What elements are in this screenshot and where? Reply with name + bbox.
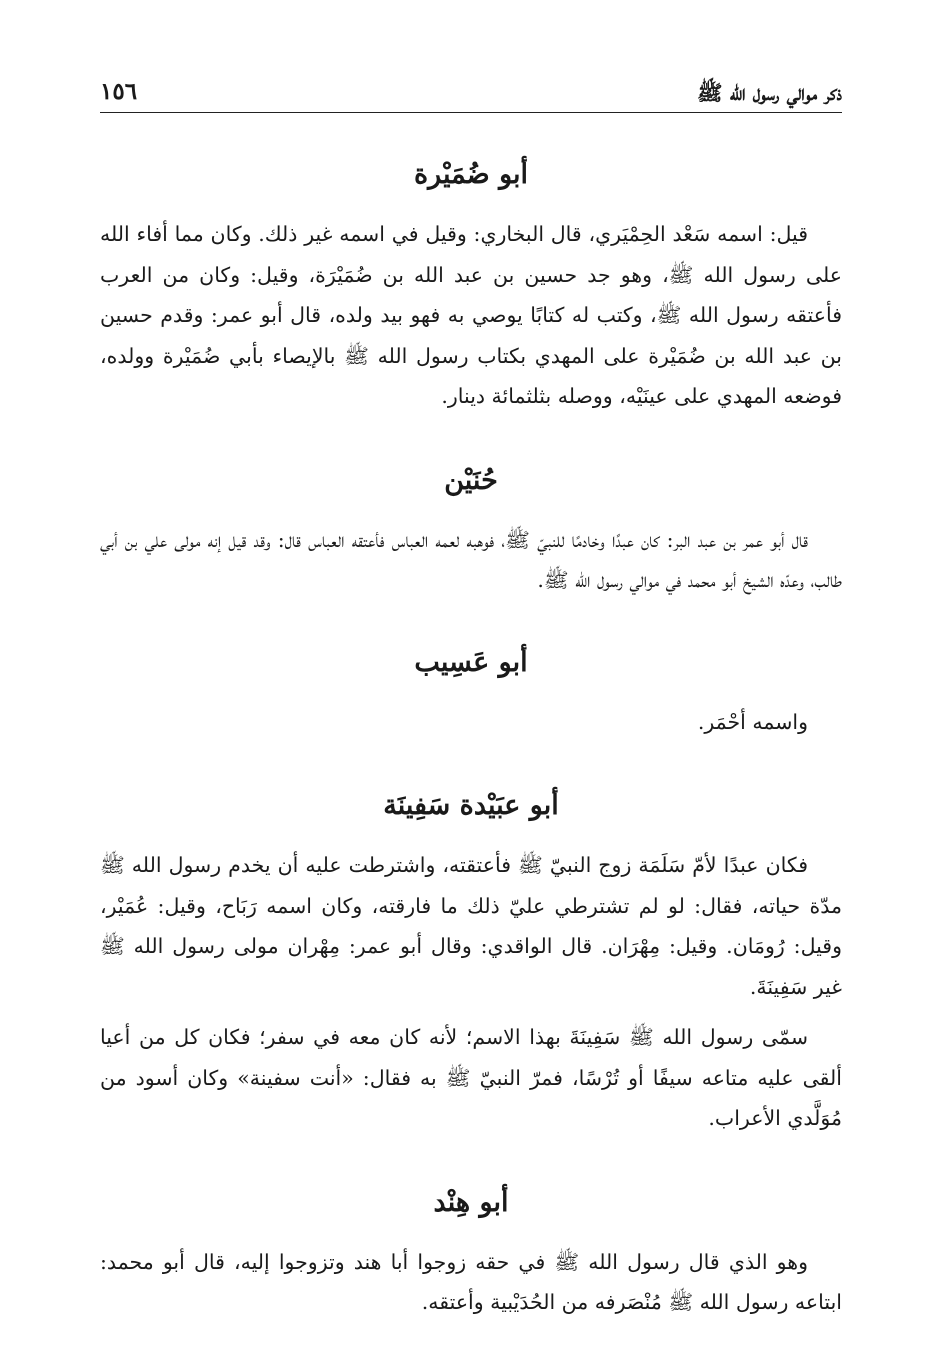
paragraph-safina-1: فكان عبدًا لأمّ سَلَمَة زوج النبيّ ﷺ فأعتقته، واشترطت عليه أن يخدم رسول الله ﷺ مدّة حياته، فقال: لو لم تشترطي عليّ ذلك ما فارقته، وكان اسمه رَبَاح، وقيل: عُمَيْر، وقيل: رُومَان. وقيل: مِهْرَان. قال الواقدي: وقال أبو عمر: مِهْران مولى رسول الله ﷺ غير سَفِينَةَ. bbox=[100, 853, 842, 999]
section-heading-abu-asib: أبو عَسِيب bbox=[414, 646, 528, 678]
paragraph-abu-hind: وهو الذي قال رسول الله ﷺ في حقه زوجوا أبا هند وتزوجوا إليه، قال أبو محمد: ابتاعه رسول الله ﷺ مُنْصَرفه من الحُدَيْبية وأعتقه. bbox=[100, 1249, 842, 1314]
section-heading-abu-ubayda-safina: أبو عبَيْدة سَفِينَة bbox=[383, 790, 559, 821]
page-number: ١٥٦ bbox=[100, 78, 138, 105]
section-heading-hunayn: حُنَيْن bbox=[444, 464, 498, 496]
paragraph-hunayn: قال أبو عمر بن عبد البر: كان عبدًا وخادمًا للنبيّ ﷺ، فوهبه لعمه العباس فأعتقه العباس قال: وقد قيل إنه مولى علي بن أبي طالب، وعدّه الشيخ أبو محمد في موالي رسول الله ﷺ. bbox=[100, 527, 842, 592]
paragraph-abu-asib: واسمه أحْمَر. bbox=[697, 709, 808, 734]
paragraph-safina-2: سمّى رسول الله ﷺ سَفِينَةَ بهذا الاسم؛ لأنه كان معه في سفر؛ فكان كل من أعيا ألقى عليه متاعه سيفًا أو تُرْسًا، فمرّ النبيّ ﷺ به فقال: «أنت سفينة» وكان أسود من مُوَلَّدي الأعراب. bbox=[100, 1025, 842, 1130]
section-heading-abu-hind: أبو هِنْد bbox=[433, 1186, 509, 1218]
book-page bbox=[100, 70, 842, 1350]
section-heading-abu-dumayra: أبو ضُمَيْرة bbox=[413, 159, 529, 190]
running-header-title: ذكر موالي رسول الله ﷺ bbox=[697, 80, 842, 105]
running-header bbox=[100, 70, 842, 113]
paragraph-abu-dumayra: قيل: اسمه سَعْد الحِمْيَري، قال البخاري: وقيل في اسمه غير ذلك. وكان مما أفاء الله على رسول الله ﷺ، وهو جد حسين بن عبد الله بن ضُمَيْرَة، وقيل: وكان من العرب فأعتقه رسول الله ﷺ، وكتب له كتابًا يوصي به فهو بيد ولده، قال أبو عمر: وقدم حسين بن عبد الله بن ضُمَيْرة على المهدي بكتاب رسول الله ﷺ بالإيصاء بأبي ضُمَيْرة وولده، فوضعه المهدي على عينَيْه، ووصله بثلثمائة دينار. bbox=[100, 222, 842, 408]
